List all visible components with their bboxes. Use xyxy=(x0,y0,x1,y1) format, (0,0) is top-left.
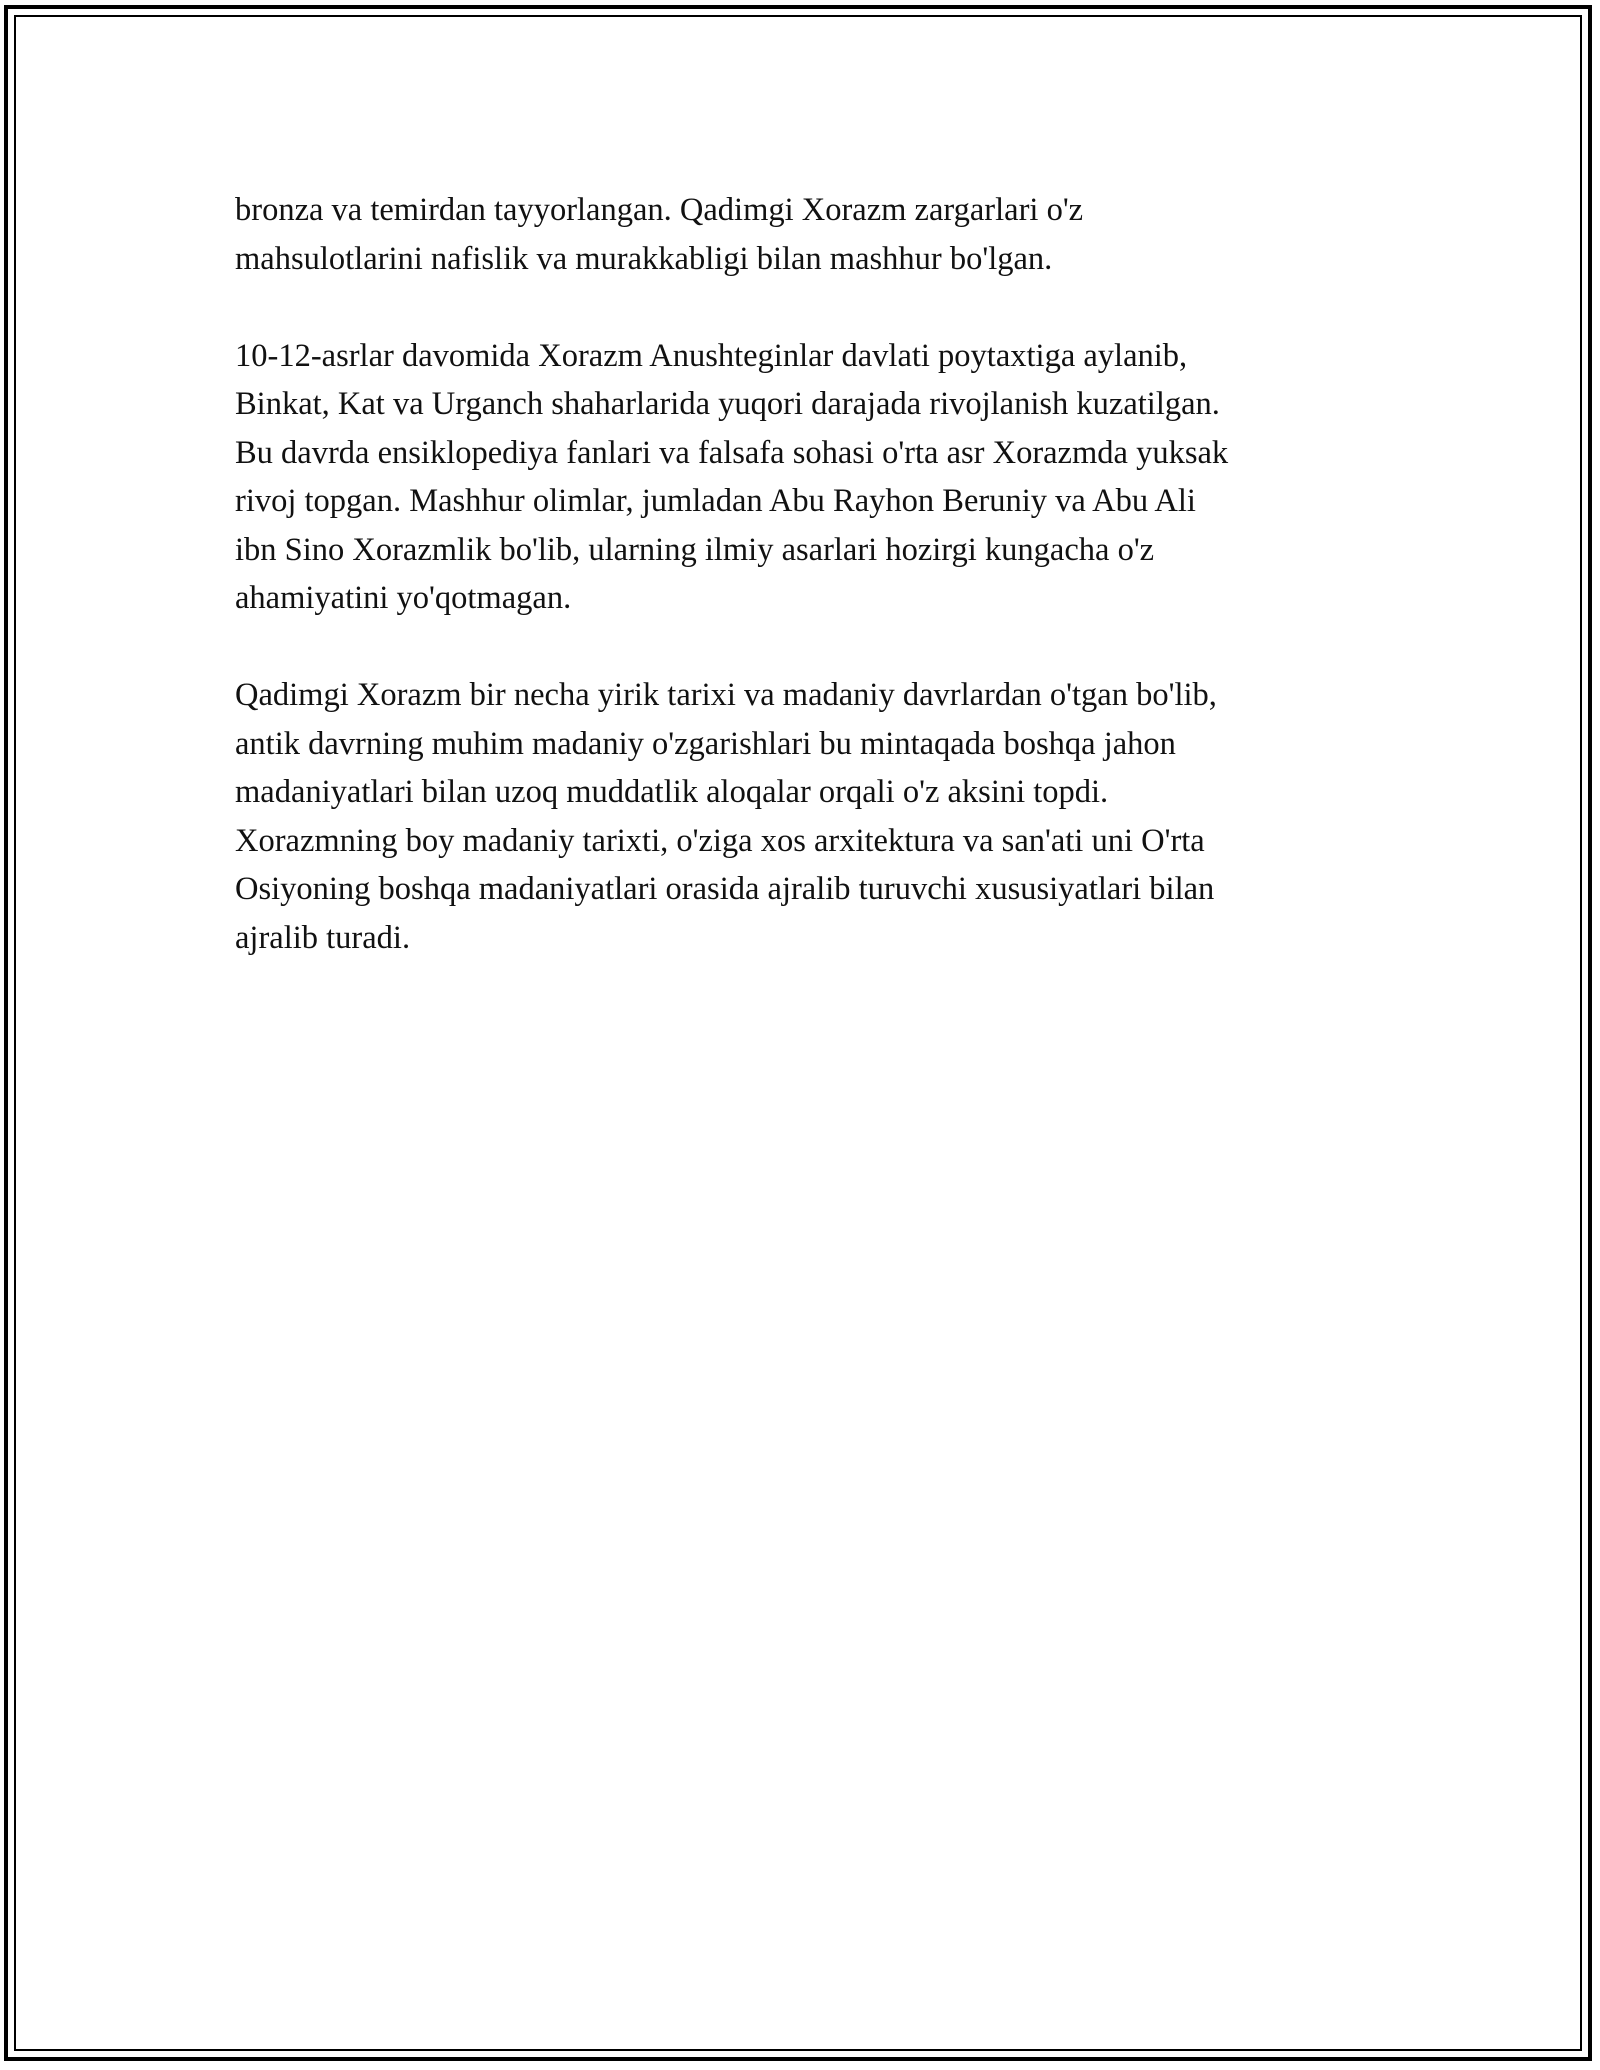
document-body xyxy=(235,186,1395,1011)
paragraph: 10-12-asrlar davomida Xorazm Anushteginlar davlati poytaxtiga aylanib, Binkat, Kat va Urganch shaharlarida yuqori darajada rivojlanish kuzatilgan. Bu davrda ensiklopediya fanlari va falsafa sohasi o'rta asr Xorazmda yuksak rivoj topgan. Mashhur olimlar, jumladan Abu Rayhon Beruniy va Abu Ali ibn Sino Xorazmlik bo'lib, ularning ilmiy asarlari hozirgi kungacha o'z ahamiyatini yo'qotmagan. xyxy=(235,337,1229,616)
paragraph: Qadimgi Xorazm bir necha yirik tarixi va madaniy davrlardan o'tgan bo'lib, antik davrning muhim madaniy o'zgarishlari bu mintaqada boshqa jahon madaniyatlari bilan uzoq muddatlik aloqalar orqali o'z aksini topdi. Xorazmning boy madaniy tarixti, o'ziga xos arxitektura va san'ati uni O'rta Osiyoning boshqa madaniyatlari orasida ajralib turuvchi xususiyatlari bilan ajralib turadi. xyxy=(235,677,1217,956)
paragraph: bronza va temirdan tayyorlangan. Qadimgi Xorazm zargarlari o'z mahsulotlarini nafislik va murakkabligi bilan mashhur bo'lgan. xyxy=(235,192,1084,277)
